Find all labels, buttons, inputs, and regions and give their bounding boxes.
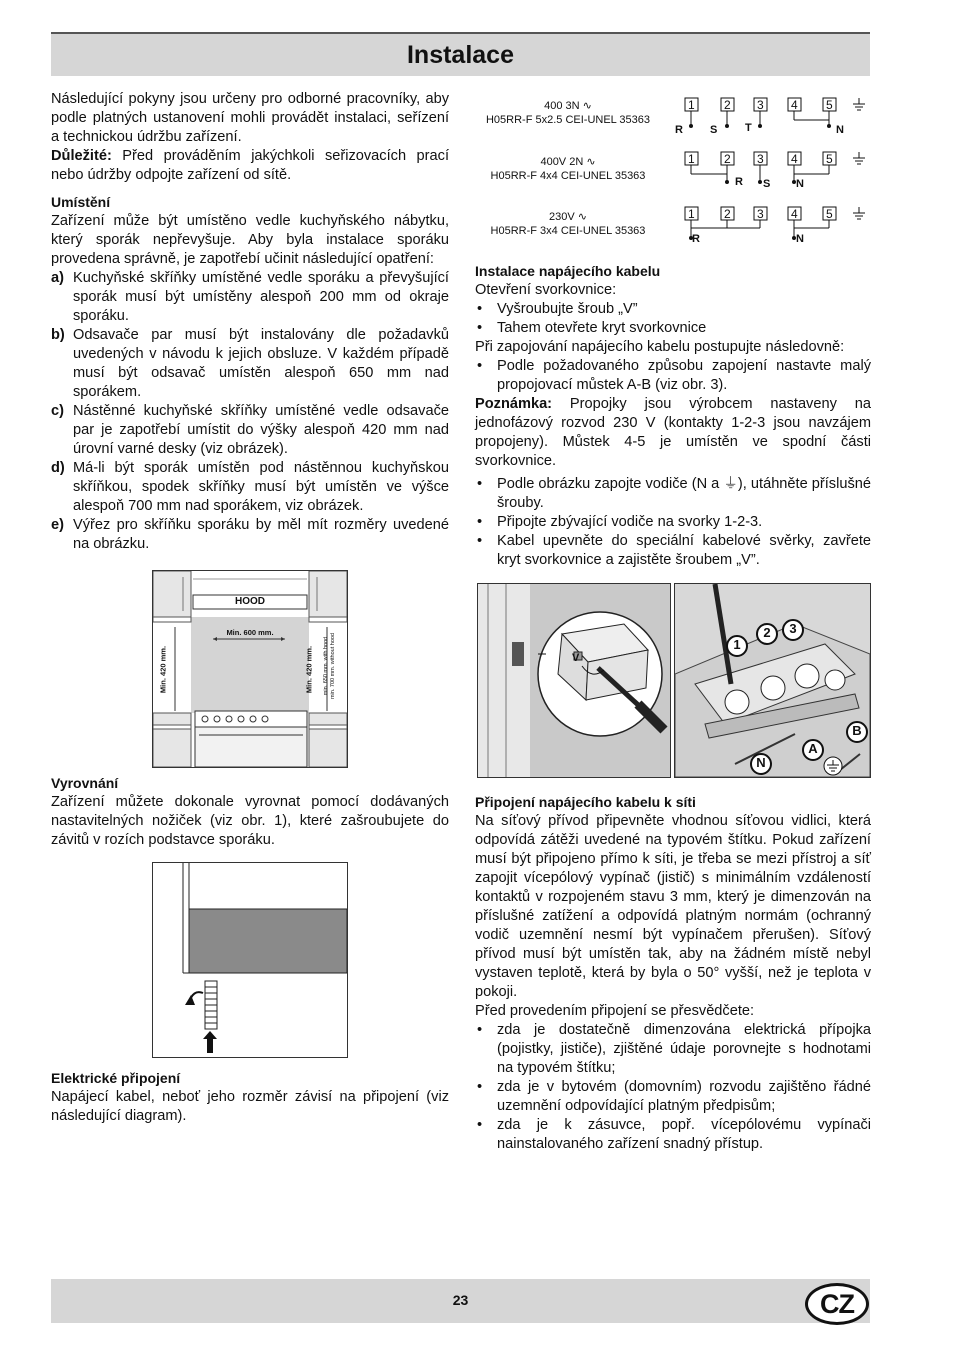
min-600-label: Min. 600 mm.: [226, 628, 274, 637]
screw-v-label: V: [572, 652, 580, 664]
wire-label-r: R: [735, 176, 743, 188]
terminal-4: 4: [791, 98, 798, 112]
callout-a: A: [808, 741, 818, 756]
list-marker: e): [51, 517, 64, 533]
language-badge: CZ: [805, 1283, 869, 1325]
wiring-row-1-caption: [470, 99, 666, 127]
list-item: • Připojte zbývající vodiče na svorky 1-2-3.: [475, 513, 871, 532]
connect-list: [475, 357, 871, 395]
svg-text:2: 2: [724, 207, 731, 221]
list-item: • Podle obrázku zapojte vodiče (N a ⏚), utáhněte příslušné šrouby.: [475, 475, 871, 513]
min-420-left-label: Min. 420 mm.: [158, 645, 168, 694]
open-text: Otevření svorkovnice:: [475, 282, 617, 298]
electric-text: Napájecí kabel, neboť jeho rozměr závisí na připojení (viz následující diagram).: [51, 1089, 449, 1124]
leveling-text: Zařízení můžete dokonale vyrovnat pomocí dodávaných nastavitelných nožiček (viz obr. 1), které zašroubujete do závitů v rozích podstavce sporáku.: [51, 794, 449, 848]
svg-text:5: 5: [826, 207, 833, 221]
list-item: [51, 402, 449, 459]
leveling-section: [51, 774, 449, 850]
wiring-row-3-caption: [470, 210, 666, 238]
terminal-1: 1: [688, 98, 695, 112]
list-marker: d): [51, 460, 65, 476]
placement-text: Zařízení může být umístěno vedle kuchyňského nábytku, který sporák nepřevyšuje. Aby byla instalace sporáku provedena správně, je zapotřebí učinit následující opatření:: [51, 213, 449, 267]
cover-photo: [477, 583, 671, 778]
wire-label-n: N: [796, 178, 804, 190]
terminal-5: 5: [826, 98, 833, 112]
list-text: Má-li být sporák umístěn pod nástěnnou kuchyňskou skříňkou, spodek skříňky musí být umístěn ve výšce alespoň 700 mm nad sporákem, viz obrázek.: [73, 460, 449, 514]
cover-drawing: [478, 584, 670, 777]
list-text: Odsavače par musí být instalovány dle požadavků uvedených v návodu k jejich obsluze. V každém případě musí být odsavač umístěn alespoň 650 mm nad sporákem.: [73, 327, 449, 400]
terminal-photo: [674, 583, 871, 778]
mains-section: [475, 793, 871, 1154]
callout-3: 3: [789, 621, 797, 636]
list-item: • Tahem otevřete kryt svorkovnice: [475, 319, 871, 338]
note-paragraph: [475, 395, 871, 471]
electric-heading: Elektrické připojení: [51, 1070, 181, 1086]
list-item: [51, 516, 449, 554]
wiring-cable: H05RR-F 3x4 CEI-UNEL 35363: [490, 225, 646, 237]
right-column: [475, 262, 871, 570]
list-marker: c): [51, 403, 64, 419]
important-paragraph: [51, 147, 449, 185]
list-marker: b): [51, 327, 65, 343]
svg-text:3: 3: [757, 207, 764, 221]
note-label: Poznámka:: [475, 396, 553, 412]
callout-2: 2: [763, 625, 771, 640]
important-label: Důležité:: [51, 148, 112, 164]
page-number: 23: [452, 1292, 469, 1308]
wiring-voltage: 400V 2N ∿: [540, 156, 596, 168]
cable-heading: Instalace napájecího kabelu: [475, 263, 661, 279]
list-item: • Vyšroubujte šroub „V”: [475, 300, 871, 319]
page-header: [51, 32, 870, 76]
wiring-cable: H05RR-F 4x4 CEI-UNEL 35363: [490, 170, 646, 182]
important-text: Před prováděním jakýchkoli seřizovacích prací nebo údržby odpojte zařízení od sítě.: [51, 148, 449, 183]
wire-label-s: S: [763, 178, 771, 190]
leveling-drawing: [153, 863, 347, 1057]
list-text: Kuchyňské skříňky umístěné vedle sporáku a převyšující sporák musí být umístěny alespoň 200 mm od okraje sporáku.: [73, 270, 449, 324]
svg-text:1: 1: [688, 152, 695, 166]
wire-label-n: N: [796, 233, 804, 245]
leveling-figure: [152, 862, 348, 1058]
leveling-heading: Vyrovnání: [51, 775, 119, 791]
list-item: [51, 326, 449, 402]
svg-text:1: 1: [688, 207, 695, 221]
wiring-cable: H05RR-F 5x2.5 CEI-UNEL 35363: [485, 114, 651, 126]
callout-n: N: [756, 755, 766, 770]
connect-text: Při zapojování napájecího kabelu postupujte následovně:: [475, 339, 845, 355]
hood-note-2: min. 700 mm. without hood: [330, 632, 336, 700]
hood-note-1: min. 650 mm. with hood: [323, 636, 329, 696]
callout-b: B: [852, 723, 862, 738]
wire-label-t: T: [745, 122, 752, 134]
hood-label: HOOD: [235, 596, 265, 607]
svg-text:3: 3: [757, 152, 764, 166]
wire-label-s: S: [710, 124, 718, 136]
intro-text: Následující pokyny jsou určeny pro odborné pracovníky, aby podle platných ustanovení mohli provádět instalaci, seřízení a technickou údržbu zařízení.: [51, 91, 449, 145]
placement-list: [51, 269, 449, 554]
svg-text:2: 2: [724, 152, 731, 166]
mains-heading: Připojení napájecího kabelu k síti: [475, 794, 696, 810]
check-list: [475, 1021, 871, 1154]
list-text: Nástěnné kuchyňské skříňky umístěné vedle odsavače par je zapotřebí umístit do výšky alespoň 420 mm nad úrovní varné desky (viz obrázek).: [73, 403, 449, 457]
callout-1: 1: [733, 637, 741, 652]
wire-label-r: R: [675, 124, 683, 136]
terminal-blocks: [676, 94, 876, 244]
open-list: [475, 300, 871, 338]
svg-text:5: 5: [826, 152, 833, 166]
electric-section: [51, 1069, 449, 1126]
placement-figure: [152, 570, 348, 768]
list-item: • zda je v bytovém (domovním) rozvodu zajištěno řádné uzemnění odpovídající platným předpisům;: [475, 1078, 871, 1116]
terminal-2: 2: [724, 98, 731, 112]
note-text: Propojky jsou výrobcem nastaveny na jednofázový rozvod 230 V (kontakty 1-2-3 jsou navzájem propojeny). Můstek 4-5 je umístěn ve spodní části svorkovnice.: [475, 396, 871, 469]
page-title: Instalace: [406, 41, 514, 69]
svg-text:4: 4: [791, 152, 798, 166]
wiring-voltage: 400 3N ∿: [544, 100, 592, 112]
list-item: • zda je k zásuvce, popř. vícepólovému vypínači nainstalovaného zařízení snadný přístup.: [475, 1116, 871, 1154]
list-item: • zda je dostatečně dimenzována elektrická přípojka (pojistky, jističe), zjištěné údaje porovnejte s hodnotami na typovém štítku;: [475, 1021, 871, 1078]
list-item: • Kabel upevněte do speciální kabelové svěrky, zavřete kryt svorkovnice a zajistěte šroubem „V”.: [475, 532, 871, 570]
wiring-row-2-caption: [470, 155, 666, 183]
left-column: [51, 90, 449, 554]
mains-text: Na síťový přívod připevněte vhodnou síťovou vidlici, která odpovídá zátěži uvedené na typovém štítku. Pokud zařízení musí být připojeno přímo k síti, je třeba se mezi přístroj a síť zapojit vícepólový vypínač (jistič) s minimálním vzdáleností kontaktů v rozpojeném stavu 3 mm, který je dimenzován na příslušné zatížení a odpovídá platným normám (ochranný vodič uzemnění nesmí být vypínačem přerušen). Síťový přívod musí být umístěn tak, aby na žádném místě nebyl vystaven teplotě, která by byla o 50° vyšší, než je teplota v pokoji.: [475, 813, 871, 1000]
list-item: [51, 269, 449, 326]
wiring-voltage: 230V ∿: [549, 211, 587, 223]
check-text: Před provedením připojení se přesvědčete:: [475, 1003, 755, 1019]
wire-label-r: R: [692, 233, 700, 245]
page-footer: [51, 1279, 870, 1323]
list-marker: a): [51, 270, 64, 286]
min-420-right-label: Min. 420 mm.: [304, 645, 314, 694]
list-item: • Podle požadovaného způsobu zapojení nastavte malý propojovací můstek A-B (viz obr. 3).: [475, 357, 871, 395]
terminal-3: 3: [757, 98, 764, 112]
list-item: [51, 459, 449, 516]
svg-text:4: 4: [791, 207, 798, 221]
wire-label-n: N: [836, 124, 844, 136]
wire-list: [475, 475, 871, 570]
list-text: Výřez pro skříňku sporáku by měl mít rozměry uvedené na obrázku.: [73, 517, 449, 552]
placement-heading: Umístění: [51, 194, 111, 210]
terminal-drawing: [675, 584, 870, 777]
